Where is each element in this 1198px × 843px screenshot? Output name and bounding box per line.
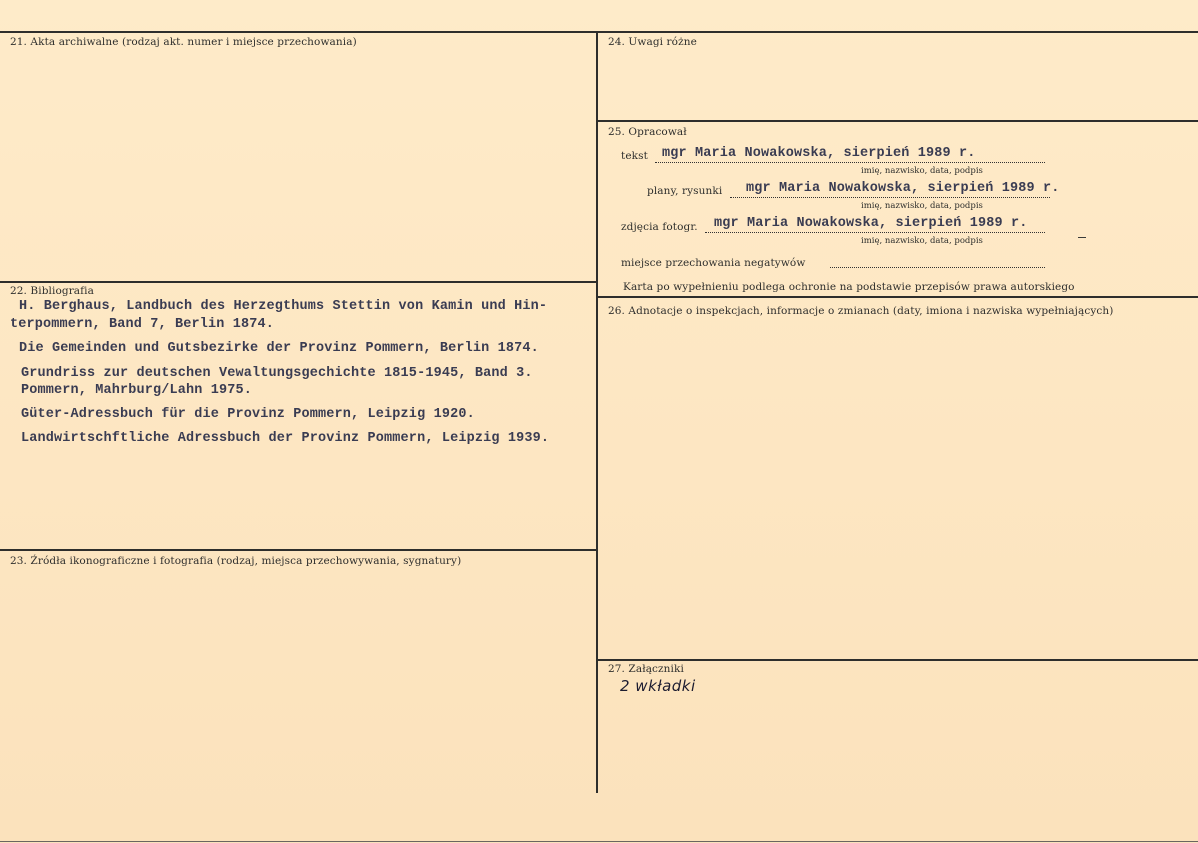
top-border-rule — [0, 31, 1198, 33]
copyright-notice: Karta po wypełnieniu podlega ochronie na podstawie przepisów prawa autorskiego — [623, 281, 1075, 293]
negatywy-label: miejsce przechowania negatywów — [621, 257, 806, 269]
zdjecia-dotted-line — [705, 232, 1045, 233]
divider-26-27 — [597, 659, 1198, 661]
section-23-label: 23. Źródła ikonograficzne i fotografia (rodzaj, miejsca przechowywania, sygnatury) — [10, 555, 462, 567]
bibliography-line-6: Güter-Adressbuch für die Provinz Pommern, Leipzig 1920. — [21, 407, 475, 422]
zdjecia-caption: imię, nazwisko, data, podpis — [861, 236, 983, 246]
center-divider-rule — [596, 31, 598, 793]
plany-dotted-line — [730, 197, 1050, 198]
bottom-border-rule — [0, 841, 1198, 842]
section-21-label: 21. Akta archiwalne (rodzaj akt. numer i miejsce przechowania) — [10, 36, 357, 48]
bibliography-line-4: Grundriss zur deutschen Vewaltungsgechichte 1815-1945, Band 3. — [21, 366, 533, 381]
divider-21-22 — [0, 281, 597, 283]
attachments-handwritten: 2 wkładki — [620, 677, 696, 695]
divider-24-25 — [597, 120, 1198, 122]
bibliography-line-1: H. Berghaus, Landbuch des Herzegthums Stettin von Kamin und Hin- — [19, 299, 548, 314]
section-25-label: 25. Opracował — [608, 126, 687, 138]
section-22-label: 22. Bibliografia — [10, 285, 94, 297]
bibliography-line-5: Pommern, Mahrburg/Lahn 1975. — [21, 383, 253, 398]
plany-value: mgr Maria Nowakowska, sierpień 1989 r. — [746, 181, 1060, 196]
tekst-dotted-line — [655, 162, 1045, 163]
bibliography-line-2: terpommern, Band 7, Berlin 1874. — [10, 317, 275, 332]
divider-22-23 — [0, 549, 597, 551]
bibliography-line-7: Landwirtschftliche Adressbuch der Provinz Pommern, Leipzig 1939. — [21, 431, 550, 446]
zdjecia-value: mgr Maria Nowakowska, sierpień 1989 r. — [714, 216, 1028, 231]
plany-caption: imię, nazwisko, data, podpis — [861, 201, 983, 211]
zdjecia-label: zdjęcia fotogr. — [621, 221, 698, 233]
plany-label: plany, rysunki — [647, 185, 723, 197]
section-26-label: 26. Adnotacje o inspekcjach, informacje o zmianach (daty, imiona i nazwiska wypełniających) — [608, 305, 1114, 317]
tekst-value: mgr Maria Nowakowska, sierpień 1989 r. — [662, 146, 976, 161]
negatywy-dotted-line — [830, 267, 1045, 268]
stray-mark — [1078, 237, 1086, 238]
section-27-label: 27. Załączniki — [608, 663, 684, 675]
tekst-caption: imię, nazwisko, data, podpis — [861, 166, 983, 176]
bibliography-line-3: Die Gemeinden und Gutsbezirke der Provinz Pommern, Berlin 1874. — [19, 341, 539, 356]
section-24-label: 24. Uwagi różne — [608, 36, 697, 48]
divider-25-26 — [597, 296, 1198, 298]
tekst-label: tekst — [621, 150, 648, 162]
